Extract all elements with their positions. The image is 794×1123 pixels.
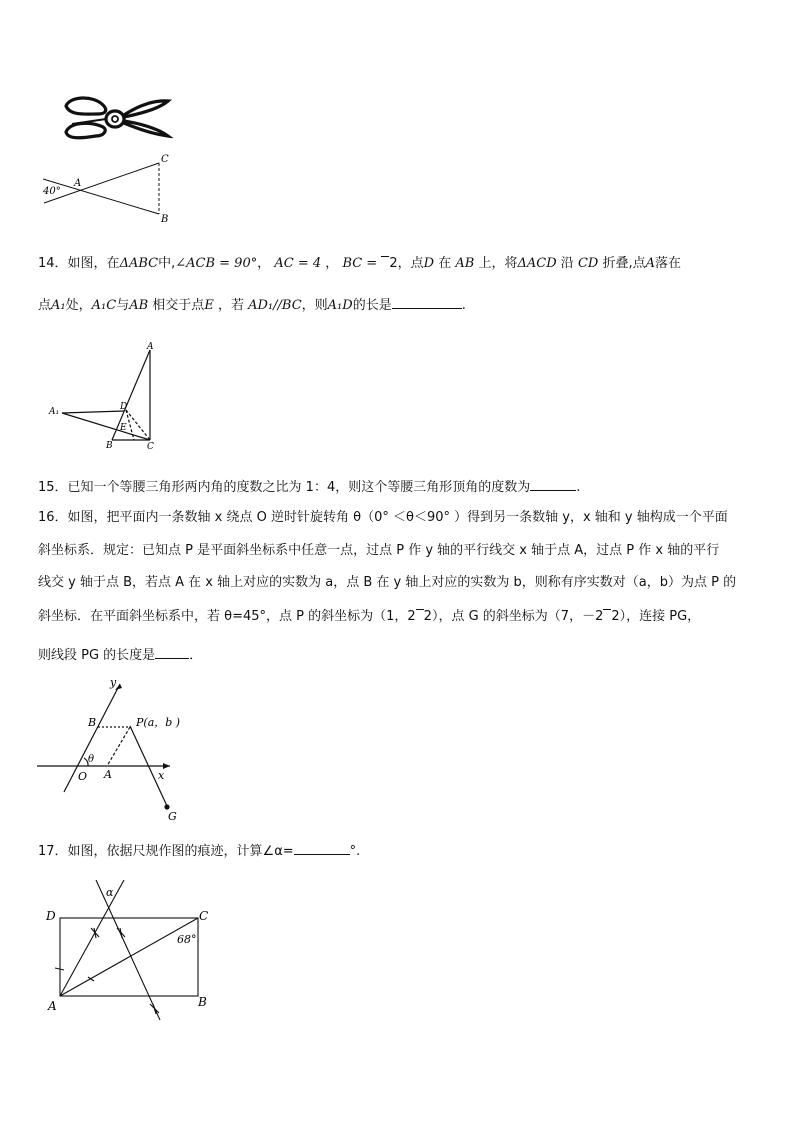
label-d: D	[120, 402, 128, 412]
angle-figure	[38, 148, 178, 228]
oblique-coordinate-figure	[34, 672, 214, 824]
label-theta: θ	[88, 754, 95, 765]
label-y: y	[110, 676, 117, 689]
question-16-line-2: 斜坐标系．规定：已知点 P 是平面斜坐标系中任意一点，过点 P 作 y 轴的平行线交 x 轴于点 A，过点 P 作 x 轴的平行	[38, 543, 720, 558]
label-c: C	[147, 442, 154, 452]
label-a: A	[74, 178, 82, 189]
label-x: x	[158, 769, 165, 782]
label-c: C	[199, 909, 209, 923]
label-o: O	[78, 770, 88, 783]
label-a: A	[48, 999, 57, 1013]
sqrt-2: 2	[381, 254, 397, 274]
segment-a1d	[62, 411, 124, 413]
label-a: A	[104, 768, 112, 781]
label-e: E	[120, 423, 127, 433]
scissors-figure	[58, 94, 173, 142]
label-alpha: α	[106, 886, 114, 899]
question-16-line-4: 斜坐标．在平面斜坐标系中，若 θ=45°，点 P 的斜坐标为（1，2 2），点 G 的斜坐标为（7，－2 2），连接 PG，	[38, 607, 700, 627]
sqrt-2: 2	[603, 607, 619, 627]
question-15: 15．已知一个等腰三角形两内角的度数之比为 1：4，则这个等腰三角形顶角的度数为 .	[38, 480, 581, 495]
segment-a1c	[62, 413, 150, 440]
question-16-line-5: 则线段 PG 的长度是 ．	[38, 648, 203, 663]
point-g	[164, 804, 169, 809]
angle-label: 40°	[43, 186, 61, 197]
label-b: B	[106, 441, 113, 451]
fold-triangle-figure	[46, 340, 166, 452]
question-17: 17．如图，依据尺规作图的痕迹，计算∠α= °.	[38, 844, 361, 859]
label-a1: A₁	[49, 407, 60, 417]
label-b: B	[198, 995, 207, 1009]
diagonal-ac	[60, 918, 198, 996]
label-a: A	[147, 342, 154, 352]
question-16-line-1: 16．如图，把平面内一条数轴 x 绕点 O 逆时针旋转角 θ（0° ＜θ＜90° ）得到另一条数轴 y，x 轴和 y 轴构成一个平面	[38, 510, 728, 525]
label-c: C	[161, 154, 169, 165]
question-14-line-1: 14．如图，在ΔABC中,∠ACB = 90°， AC = 4 ， BC = 2，点D 在 AB 上，将ΔACD 沿 CD 折叠,点A落在	[38, 254, 681, 274]
rectangle-construction-figure	[40, 880, 230, 1020]
answer-blank-16[interactable]	[155, 646, 189, 659]
question-16-line-3: 线交 y 轴于点 B，若点 A 在 x 轴上对应的实数为 a，点 B 在 y 轴上对应的实数为 b，则称有序实数对（a，b）为点 P 的	[38, 575, 737, 590]
angle-label: 68°	[177, 933, 197, 946]
answer-blank-15[interactable]	[530, 478, 576, 491]
question-14-line-2: 点A₁处，A₁C与AB 相交于点E ，若 AD₁//BC，则A₁D的长是 .	[38, 298, 466, 313]
label-b: B	[161, 214, 169, 225]
label-g: G	[168, 810, 177, 823]
label-p: P(a，b )	[136, 716, 181, 729]
label-d: D	[46, 909, 56, 923]
answer-blank-14[interactable]	[392, 296, 462, 309]
line-a-alpha	[60, 880, 124, 996]
label-b: B	[88, 716, 97, 729]
answer-blank-17[interactable]	[294, 842, 350, 855]
segment-pa	[107, 727, 130, 766]
perpendicular-bisector	[96, 880, 160, 1020]
sqrt-2: 2	[416, 607, 432, 627]
